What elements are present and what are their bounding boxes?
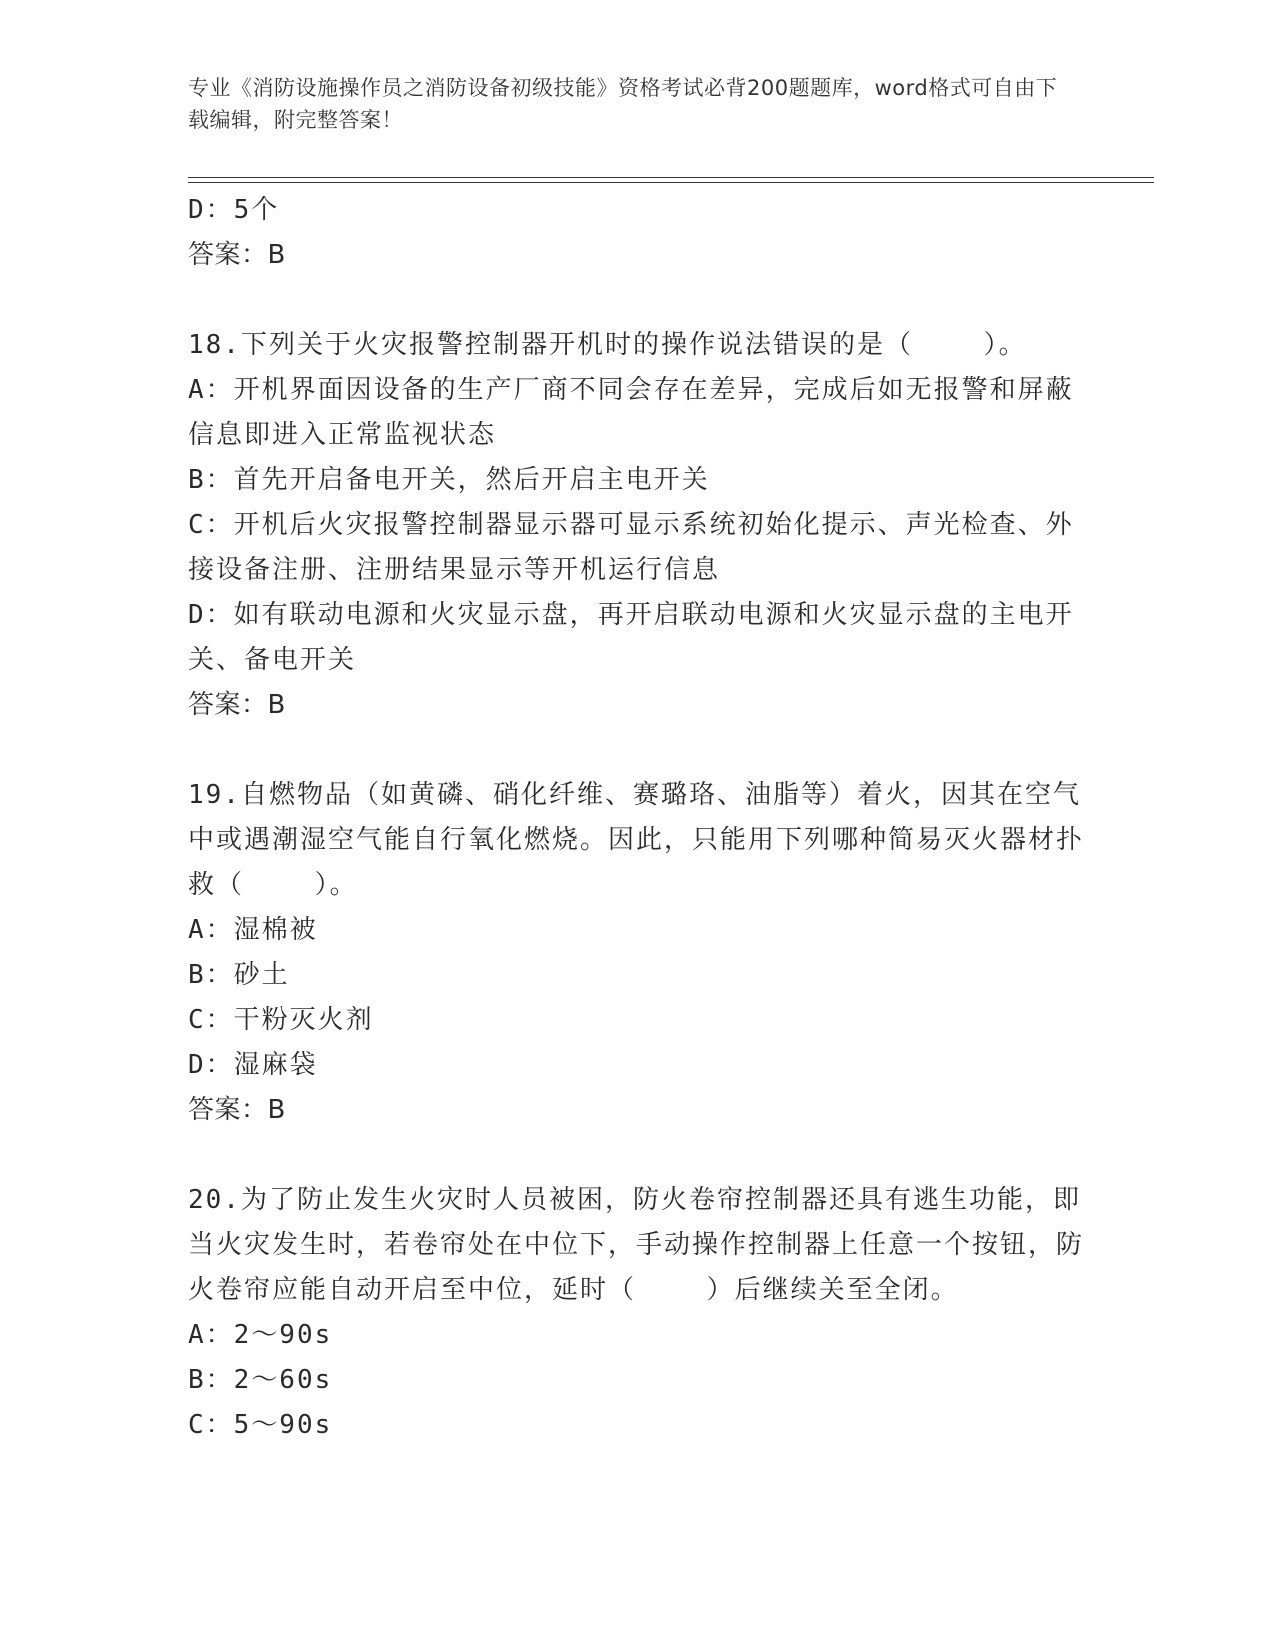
option-d: D：5个 [188, 195, 280, 225]
option-a: A：湿棉被 [188, 915, 318, 945]
question-stem: 20.为了防止发生火灾时人员被困，防火卷帘控制器还具有逃生功能，即当火灾发生时，若卷帘处在中位下，手动操作控制器上任意一个按钮，防火卷帘应能自动开启至中位，延时（ ）后继续关至全闭。 [188, 1185, 1085, 1305]
question-18 [188, 323, 1088, 728]
document-header [188, 72, 1068, 136]
header-text: 专业《消防设施操作员之消防设备初级技能》资格考试必背200题题库，word格式可自由下载编辑，附完整答案！ [188, 76, 1058, 132]
option-d: D：如有联动电源和火灾显示盘，再开启联动电源和火灾显示盘的主电开关、备电开关 [188, 600, 1074, 675]
option-c: C：开机后火灾报警控制器显示器可显示系统初始化提示、声光检查、外接设备注册、注册结果显示等开机运行信息 [188, 510, 1074, 585]
option-a: A：2～90s [188, 1320, 333, 1350]
previous-question-tail [188, 188, 1088, 278]
option-c: C：5～90s [188, 1410, 333, 1440]
answer-line: 答案：B [188, 240, 286, 270]
header-divider-bottom [188, 182, 1154, 183]
question-19 [188, 773, 1088, 1133]
question-stem: 19.自燃物品（如黄磷、硝化纤维、赛璐珞、油脂等）着火，因其在空气中或遇潮湿空气能自行氧化燃烧。因此，只能用下列哪种简易灭火器材扑救（ ）。 [188, 780, 1085, 900]
option-a: A：开机界面因设备的生产厂商不同会存在差异，完成后如无报警和屏蔽信息即进入正常监视状态 [188, 375, 1074, 450]
answer-line: 答案：B [188, 1095, 286, 1125]
option-b: B：砂土 [188, 960, 290, 990]
spacer [188, 1133, 1088, 1178]
answer-line: 答案：B [188, 690, 286, 720]
option-b: B：2～60s [188, 1365, 333, 1395]
question-content [188, 188, 1088, 1448]
option-d: D：湿麻袋 [188, 1050, 318, 1080]
header-divider-top [188, 177, 1154, 178]
question-20 [188, 1178, 1088, 1448]
option-b: B：首先开启备电开关，然后开启主电开关 [188, 465, 710, 495]
spacer [188, 728, 1088, 773]
spacer [188, 278, 1088, 323]
question-stem: 18.下列关于火灾报警控制器开机时的操作说法错误的是（ ）。 [188, 330, 1027, 360]
option-c: C：干粉灭火剂 [188, 1005, 374, 1035]
